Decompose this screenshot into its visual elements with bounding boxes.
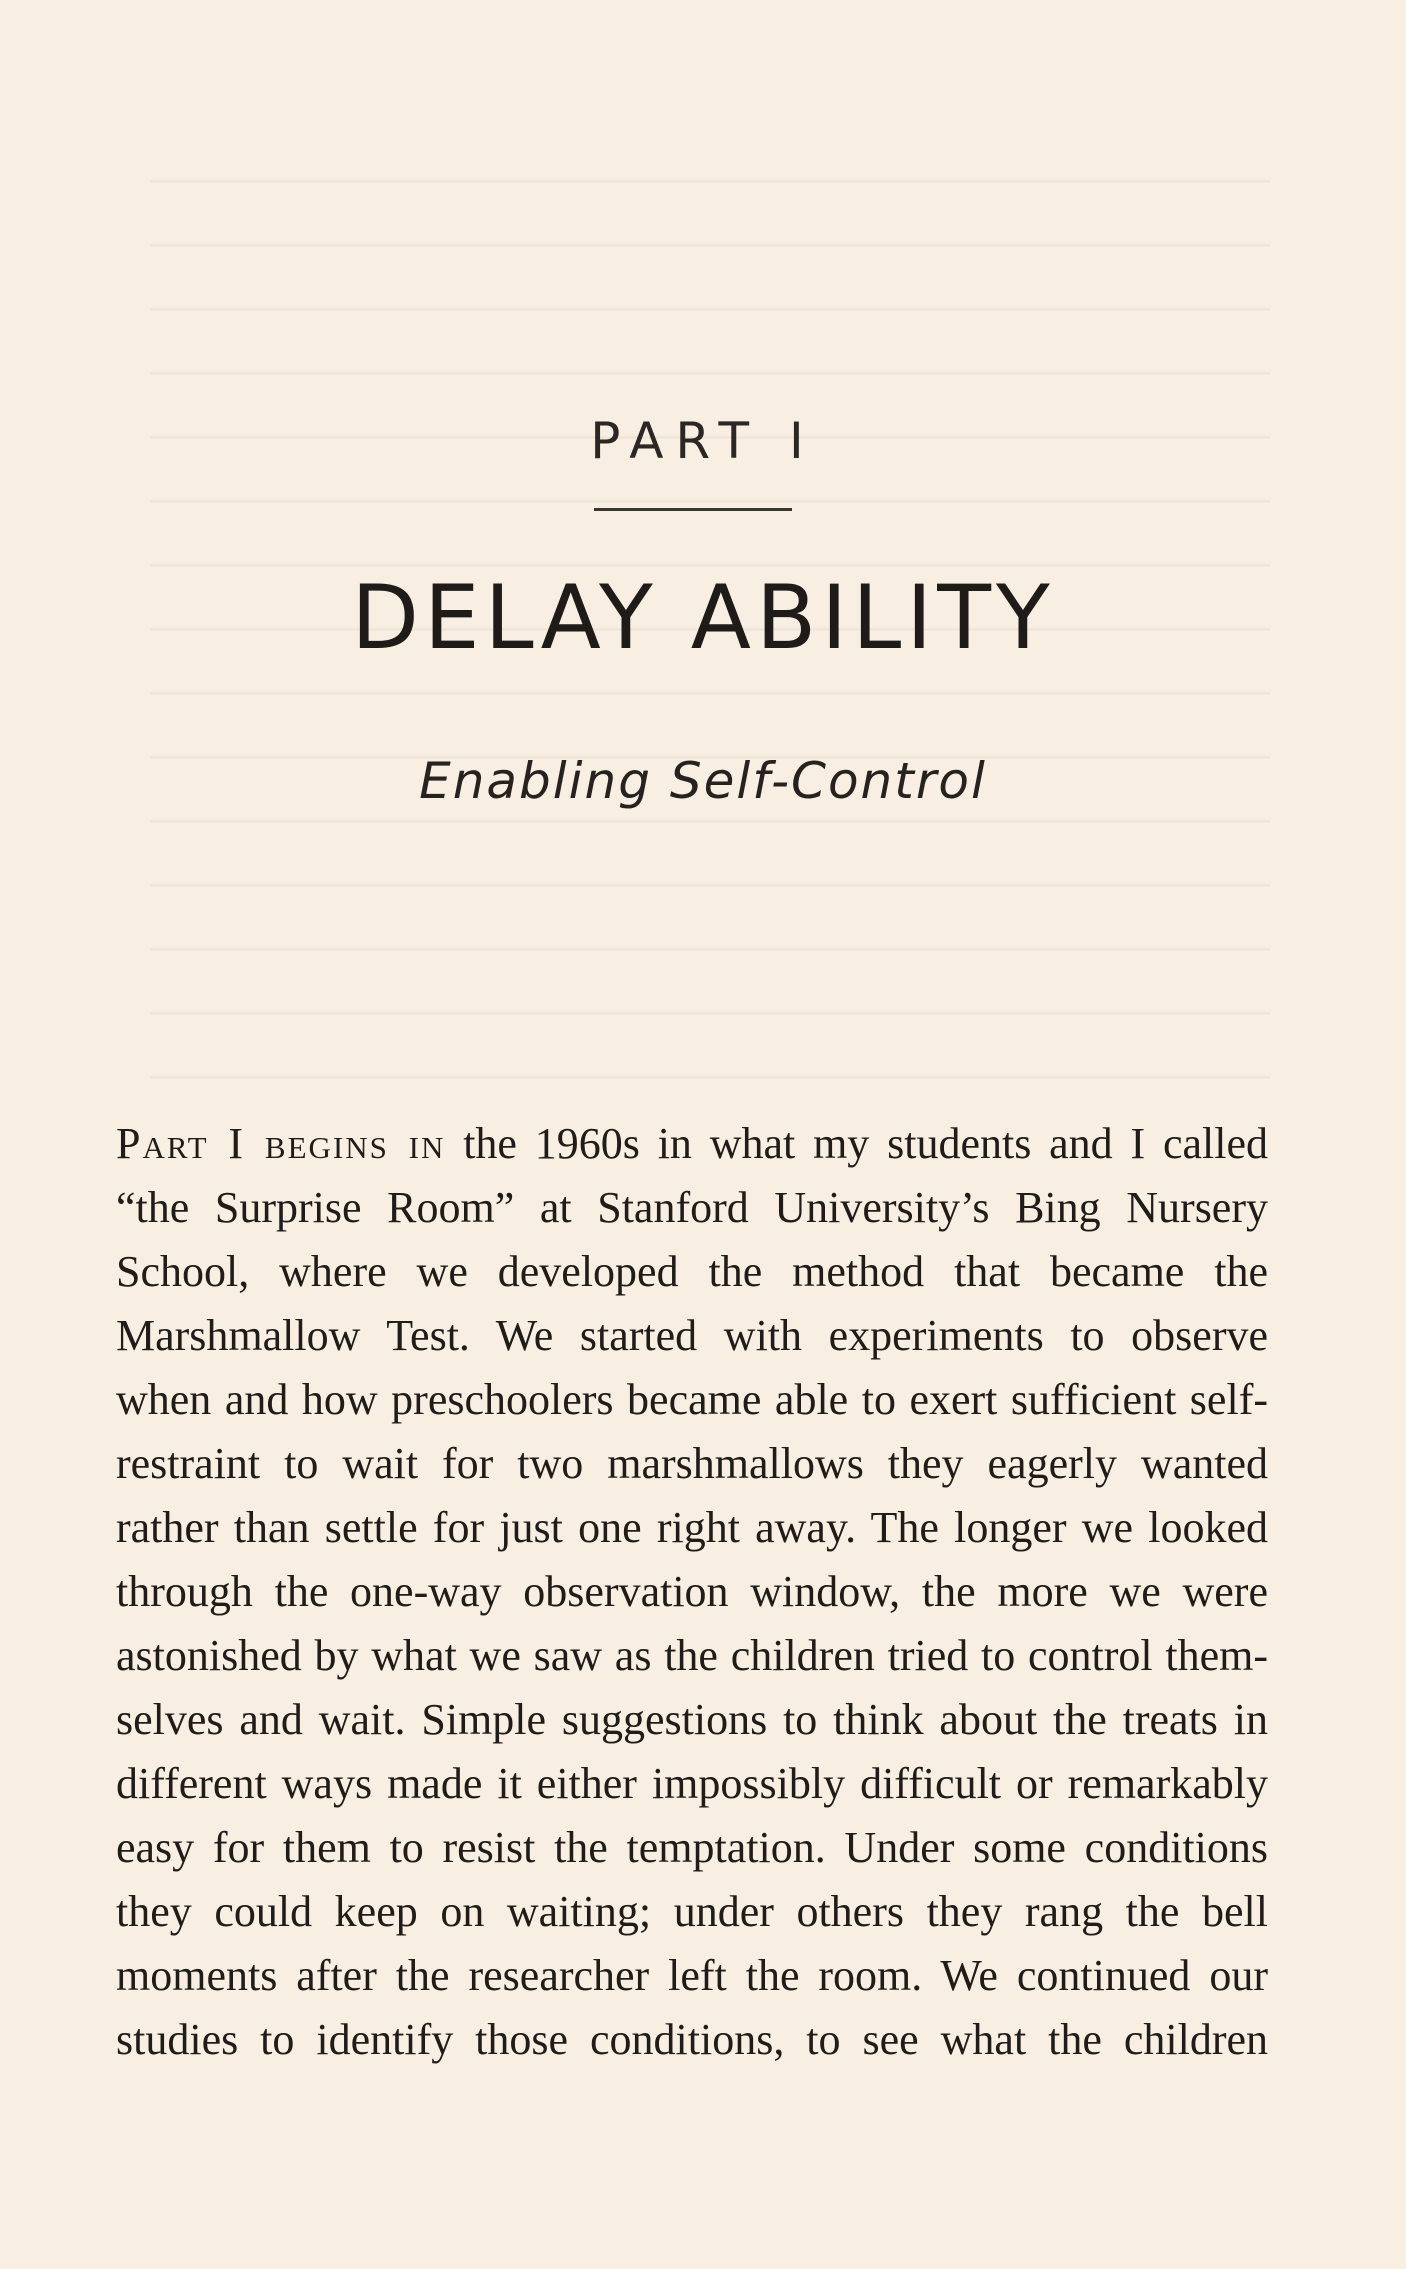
paragraph-line: studies to identify those conditions, to see what the children — [116, 2015, 1268, 2064]
paragraph-line: School, where we developed the method that became the — [116, 1247, 1268, 1296]
bleed-through-line — [150, 308, 1270, 311]
bleed-through-line — [150, 180, 1270, 183]
bleed-through-line — [150, 948, 1270, 951]
paragraph-line: when and how preschoolers became able to exert sufficient self- — [116, 1375, 1268, 1424]
part-subtitle: Enabling Self-Control — [419, 752, 987, 810]
paragraph-line — [116, 1112, 1268, 1176]
paragraph-line: selves and wait. Simple suggestions to think about the treats in — [116, 1695, 1268, 1744]
paragraph-line: they could keep on waiting; under others they rang the bell — [116, 1887, 1268, 1936]
paragraph-line: “the Surprise Room” at Stanford University’s Bing Nursery — [116, 1183, 1268, 1232]
part-divider-rule — [594, 508, 792, 511]
lead-in-smallcaps: Part I begins in — [116, 1119, 446, 1168]
body-paragraph — [116, 1112, 1268, 2072]
paragraph-line: easy for them to resist the temptation. Under some conditions — [116, 1823, 1268, 1872]
bleed-through-line — [150, 500, 1270, 503]
bleed-through-line — [150, 372, 1270, 375]
paragraph-line: rather than settle for just one right away. The longer we looked — [116, 1503, 1268, 1552]
bleed-through-line — [150, 820, 1270, 823]
part-title: DELAY ABILITY — [351, 566, 1055, 669]
paragraph-line: different ways made it either impossibly difficult or remarkably — [116, 1759, 1268, 1808]
bleed-through-line — [150, 244, 1270, 247]
paragraph-line: moments after the researcher left the room. We continued our — [116, 1951, 1268, 2000]
paragraph-line: Marshmallow Test. We started with experiments to observe — [116, 1311, 1268, 1360]
paragraph-line: through the one-way observation window, the more we were — [116, 1567, 1268, 1616]
bleed-through-line — [150, 884, 1270, 887]
bleed-through-line — [150, 1076, 1270, 1079]
paragraph-line: restraint to wait for two marshmallows they eagerly wanted — [116, 1439, 1268, 1488]
part-number: PART I — [590, 412, 816, 470]
line-text: the 1960s in what my students and I called — [445, 1119, 1268, 1168]
paragraph-line: astonished by what we saw as the children tried to control them- — [116, 1631, 1268, 1680]
bleed-through-line — [150, 1012, 1270, 1015]
bleed-through-line — [150, 692, 1270, 695]
